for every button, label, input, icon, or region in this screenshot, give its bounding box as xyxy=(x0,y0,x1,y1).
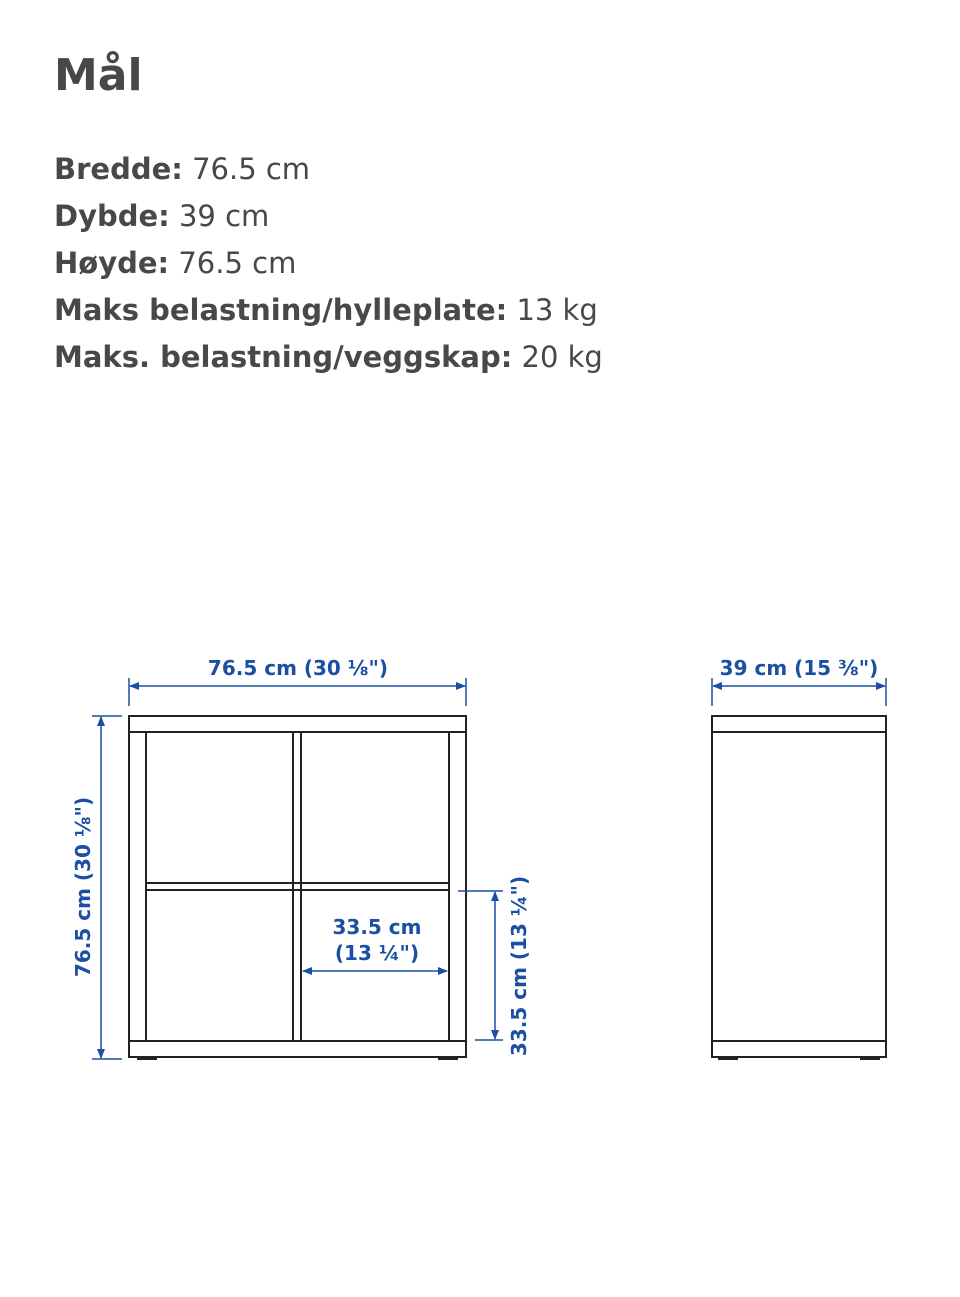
front-height-dimension xyxy=(71,716,122,1059)
front-left-side xyxy=(129,732,146,1041)
spec-width-label: Bredde: xyxy=(54,152,183,186)
spec-height-value: 76.5 cm xyxy=(178,246,297,280)
side-view xyxy=(712,716,886,1059)
spec-depth xyxy=(54,193,603,240)
front-height-label: 76.5 cm (30 ⅛") xyxy=(71,796,95,978)
side-depth-dimension xyxy=(712,656,886,706)
spec-cabinet-load-label: Maks. belastning/veggskap: xyxy=(54,340,513,374)
spec-cabinet-load-value: 20 kg xyxy=(521,340,603,374)
page-title: Mål xyxy=(54,50,143,101)
front-width-dimension xyxy=(129,656,466,706)
spec-height-label: Høyde: xyxy=(54,246,170,280)
side-depth-label: 39 cm (15 ⅜") xyxy=(719,656,879,680)
dimension-diagram xyxy=(0,620,960,1120)
side-bottom-board xyxy=(712,1041,886,1057)
spec-cabinet-load xyxy=(54,334,603,381)
compartment-width-dimension xyxy=(303,915,447,971)
spec-depth-value: 39 cm xyxy=(178,199,270,233)
front-right-side xyxy=(449,732,466,1041)
spec-shelf-load-label: Maks belastning/hylleplate: xyxy=(54,293,508,327)
front-bottom-board xyxy=(129,1041,466,1057)
compartment-height-label: 33.5 cm (13 ¼") xyxy=(507,875,531,1057)
front-middle-shelf xyxy=(146,883,449,890)
spec-shelf-load-value: 13 kg xyxy=(516,293,598,327)
front-view xyxy=(129,716,466,1059)
compartment-width-label-line1: 33.5 cm xyxy=(332,915,422,939)
compartment-height-dimension xyxy=(458,876,531,1056)
front-top-board xyxy=(129,716,466,732)
spec-width-value: 76.5 cm xyxy=(192,152,311,186)
side-panel xyxy=(712,732,886,1041)
front-width-label: 76.5 cm (30 ⅛") xyxy=(207,656,389,680)
front-middle-divider xyxy=(293,732,301,1041)
spec-shelf-load xyxy=(54,287,603,334)
side-top-board xyxy=(712,716,886,732)
specs-list xyxy=(54,146,603,381)
spec-height xyxy=(54,240,603,287)
spec-width xyxy=(54,146,603,193)
compartment-width-label-line2: (13 ¼") xyxy=(334,941,420,965)
spec-depth-label: Dybde: xyxy=(54,199,170,233)
